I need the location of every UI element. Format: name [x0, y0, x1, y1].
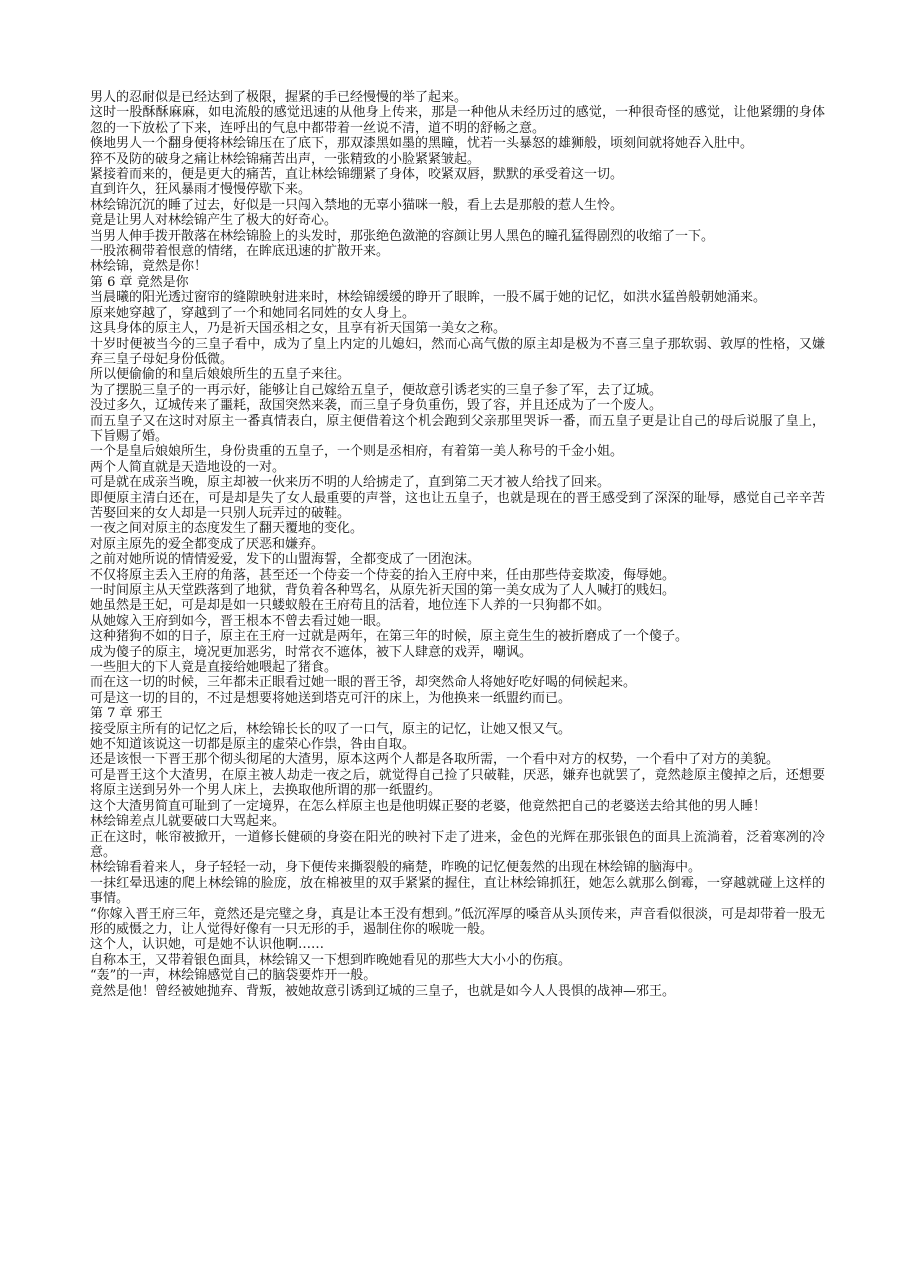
paragraph: 自称本王，又带着银色面具，林绘锦又一下想到昨晚她看见的那些大大小小的伤痕。 — [90, 952, 572, 968]
paragraph: 还是该恨一下晋王那个彻头彻尾的大渣男，原本这两个人都是各取所需，一个看中对方的权势，一个看中了对方的美貌。 — [90, 752, 780, 768]
paragraph: 一夜之间对原主的态度发生了翻天覆地的变化。 — [90, 521, 364, 537]
paragraph: 竟然是他！曾经被她抛弃、背叛，被她故意引诱到辽城的三皇子，也就是如今人人畏惧的战神—邪王。 — [90, 983, 676, 999]
paragraph: 接受原主所有的记忆之后，林绘锦长长的叹了一口气，原主的记忆，让她又恨又气。 — [90, 721, 572, 737]
paragraph: 不仅将原主丢入王府的角落，甚至还一个侍妾一个侍妾的抬入王府中来，任由那些侍妾欺凌，侮辱她。 — [90, 567, 676, 583]
paragraph: 可是晋王这个大渣男，在原主被人劫走一夜之后，就觉得自己捡了只破鞋，厌恶，嫌弃也就罢了，竟然趁原主傻掉之后，还想要将原主送到另外一个男人床上，去换取他所谓的那一纸盟约。 — [90, 767, 825, 799]
paragraph: 猝不及防的破身之痛让林绘锦痛苦出声，一张精致的小脸紧紧皱起。 — [90, 151, 481, 167]
paragraph: 当男人伸手拨开散落在林绘锦脸上的头发时，那张绝色潋滟的容颜让男人黑色的瞳孔猛得剧烈的收缩了一下。 — [90, 228, 715, 244]
chapter-heading: 第 6 章 竟然是你 — [90, 274, 189, 290]
paragraph: 一些胆大的下人竟是直接给她喂起了猪食。 — [90, 660, 338, 676]
paragraph: 林绘锦差点儿就要破口大骂起来。 — [90, 814, 286, 830]
paragraph: 林绘锦沉沉的睡了过去，好似是一只闯入禁地的无辜小猫咪一般，看上去是那般的惹人生怜。 — [90, 197, 624, 213]
paragraph: 她虽然是王妃，可是却是如一只蝼蚁般在王府苟且的活着，地位连下人养的一只狗都不如。 — [90, 598, 611, 614]
document-page — [90, 90, 825, 999]
paragraph: 而在这一切的时候，三年都未正眼看过她一眼的晋王爷，却突然命人将她好吃好喝的伺候起来。 — [90, 675, 637, 691]
paragraph: 对原主原先的爱全都变成了厌恶和嫌弃。 — [90, 536, 325, 552]
paragraph: 这个人，认识她，可是她不认识他啊…… — [90, 937, 325, 953]
paragraph: “你嫁入晋王府三年，竟然还是完璧之身，真是让本王没有想到。”低沉浑厚的嗓音从头顶传来，声音看似很淡，可是却带着一股无形的威慑之力，让人觉得好像有一只无形的手，遏制住你的喉咙一般。 — [90, 906, 825, 937]
paragraph: 一股浓稠带着恨意的情绪，在眸底迅速的扩散开来。 — [90, 244, 390, 260]
paragraph: 一时间原主从天堂跌落到了地狱，背负着各种骂名，从原先祈天国的第一美女成为了人人喊打的贱妇。 — [90, 583, 676, 598]
paragraph: 这具身体的原主人，乃是祈天国丞相之女，且享有祈天国第一美女之称。 — [90, 321, 507, 337]
paragraph: 林绘锦看着来人，身子轻轻一动，身下便传来撕裂般的痛楚，昨晚的记忆便轰然的出现在林绘锦的脑海中。 — [90, 860, 702, 876]
paragraph: 十岁时便被当今的三皇子看中，成为了皇上内定的儿媳妇，然而心高气傲的原主却是极为不喜三皇子那软弱、敦厚的性格，又嫌弃三皇子母妃身份低微。 — [90, 336, 825, 367]
paragraph: 可是这一切的目的，不过是想要将她送到塔克可汗的床上，为他换来一纸盟约而已。 — [90, 690, 572, 706]
paragraph: 没过多久，辽城传来了噩耗，敌国突然来袭，而三皇子身负重伤，毁了容，并且还成为了一个废人。 — [90, 398, 663, 414]
paragraph: 而五皇子又在这时对原主一番真情表白，原主便借着这个机会跑到父亲那里哭诉一番，而五皇子更是让自己的母后说服了皇上，下旨赐了婚。 — [90, 413, 825, 444]
paragraph: 成为傻子的原主，境况更加恶劣，时常衣不遮体，被下人肆意的戏弄，嘲讽。 — [90, 644, 533, 660]
paragraph: 所以便偷偷的和皇后娘娘所生的五皇子来往。 — [90, 367, 351, 383]
paragraph: 当晨曦的阳光透过窗帘的缝隙映射进来时，林绘锦缓缓的睁开了眼眸，一股不属于她的记忆，如洪水猛兽般朝她涌来。 — [90, 290, 767, 306]
paragraph: 正在这时，帐帘被掀开，一道修长健硕的身姿在阳光的映衬下走了进来，金色的光辉在那张银色的面具上流淌着，泛着寒冽的冷意。 — [90, 829, 825, 860]
paragraph: 两个人简直就是天造地设的一对。 — [90, 459, 286, 475]
paragraph: 紧接着而来的，便是更大的痛苦，直让林绘锦绷紧了身体，咬紧双唇，默默的承受着这一切。 — [90, 167, 624, 183]
paragraph: 竟是让男人对林绘锦产生了极大的好奇心。 — [90, 213, 338, 229]
paragraph: 一个是皇后娘娘所生，身份贵重的五皇子，一个则是丞相府，有着第一美人称号的千金小姐。 — [90, 444, 624, 460]
paragraph: 一抹红晕迅速的爬上林绘锦的脸庞，放在棉被里的双手紧紧的握住，直让林绘锦抓狂，她怎么就那么倒霉，一穿越就碰上这样的事情。 — [90, 875, 825, 907]
paragraph: 这个大渣男简直可耻到了一定境界，在怎么样原主也是他明媒正娶的老婆，他竟然把自己的老婆送去给其他的男人睡！ — [90, 798, 767, 814]
paragraph: 林绘锦，竟然是你！ — [90, 259, 208, 275]
paragraph: 原来她穿越了，穿越到了一个和她同名同姓的女人身上。 — [90, 305, 416, 321]
paragraph: 之前对她所说的情情爱爱，发下的山盟海誓，全都变成了一团泡沫。 — [90, 552, 481, 568]
paragraph: 男人的忍耐似是已经达到了极限，握紧的手已经慢慢的举了起来。 — [90, 90, 468, 105]
paragraph: 从她嫁入王府到如今，晋王根本不曾去看过她一眼。 — [90, 613, 390, 629]
paragraph: 这时一股酥酥麻麻，如电流般的感觉迅速的从他身上传来，那是一种他从未经历过的感觉，一种很奇怪的感觉，让他紧绷的身体忽的一下放松了下来，连呼出的气息中都带着一丝说不清，道不明的舒畅之意。 — [90, 105, 825, 136]
chapter-heading: 第 7 章 邪王 — [90, 706, 163, 722]
paragraph: 直到许久，狂风暴雨才慢慢停歇下来。 — [90, 182, 312, 198]
paragraph: 这种猪狗不如的日子，原主在王府一过就是两年，在第三年的时候，原主竟生生的被折磨成了一个傻子。 — [90, 629, 689, 645]
paragraph: 倏地男人一个翻身便将林绘锦压在了底下，那双漆黑如墨的黑瞳，忧若一头暴怒的雄狮般，顷刻间就将她吞入肚中。 — [90, 136, 754, 152]
paragraph: 即便原主清白还在，可是却是失了女人最重要的声誉，这也让五皇子，也就是现在的晋王感受到了深深的耻辱，感觉自己辛辛苦苦娶回来的女人却是一只别人玩弄过的破鞋。 — [90, 490, 825, 521]
paragraph: 可是就在成亲当晚，原主却被一伙来历不明的人给掳走了，直到第二天才被人给找了回来。 — [90, 475, 611, 491]
paragraph: 她不知道该说这一切都是原主的虚荣心作祟，咎由自取。 — [90, 737, 416, 753]
paragraph: “轰”的一声，林绘锦感觉自己的脑袋要炸开一般。 — [90, 968, 377, 984]
paragraph: 为了摆脱三皇子的一再示好，能够让自己嫁给五皇子，便故意引诱老实的三皇子参了军，去了辽城。 — [90, 382, 663, 398]
